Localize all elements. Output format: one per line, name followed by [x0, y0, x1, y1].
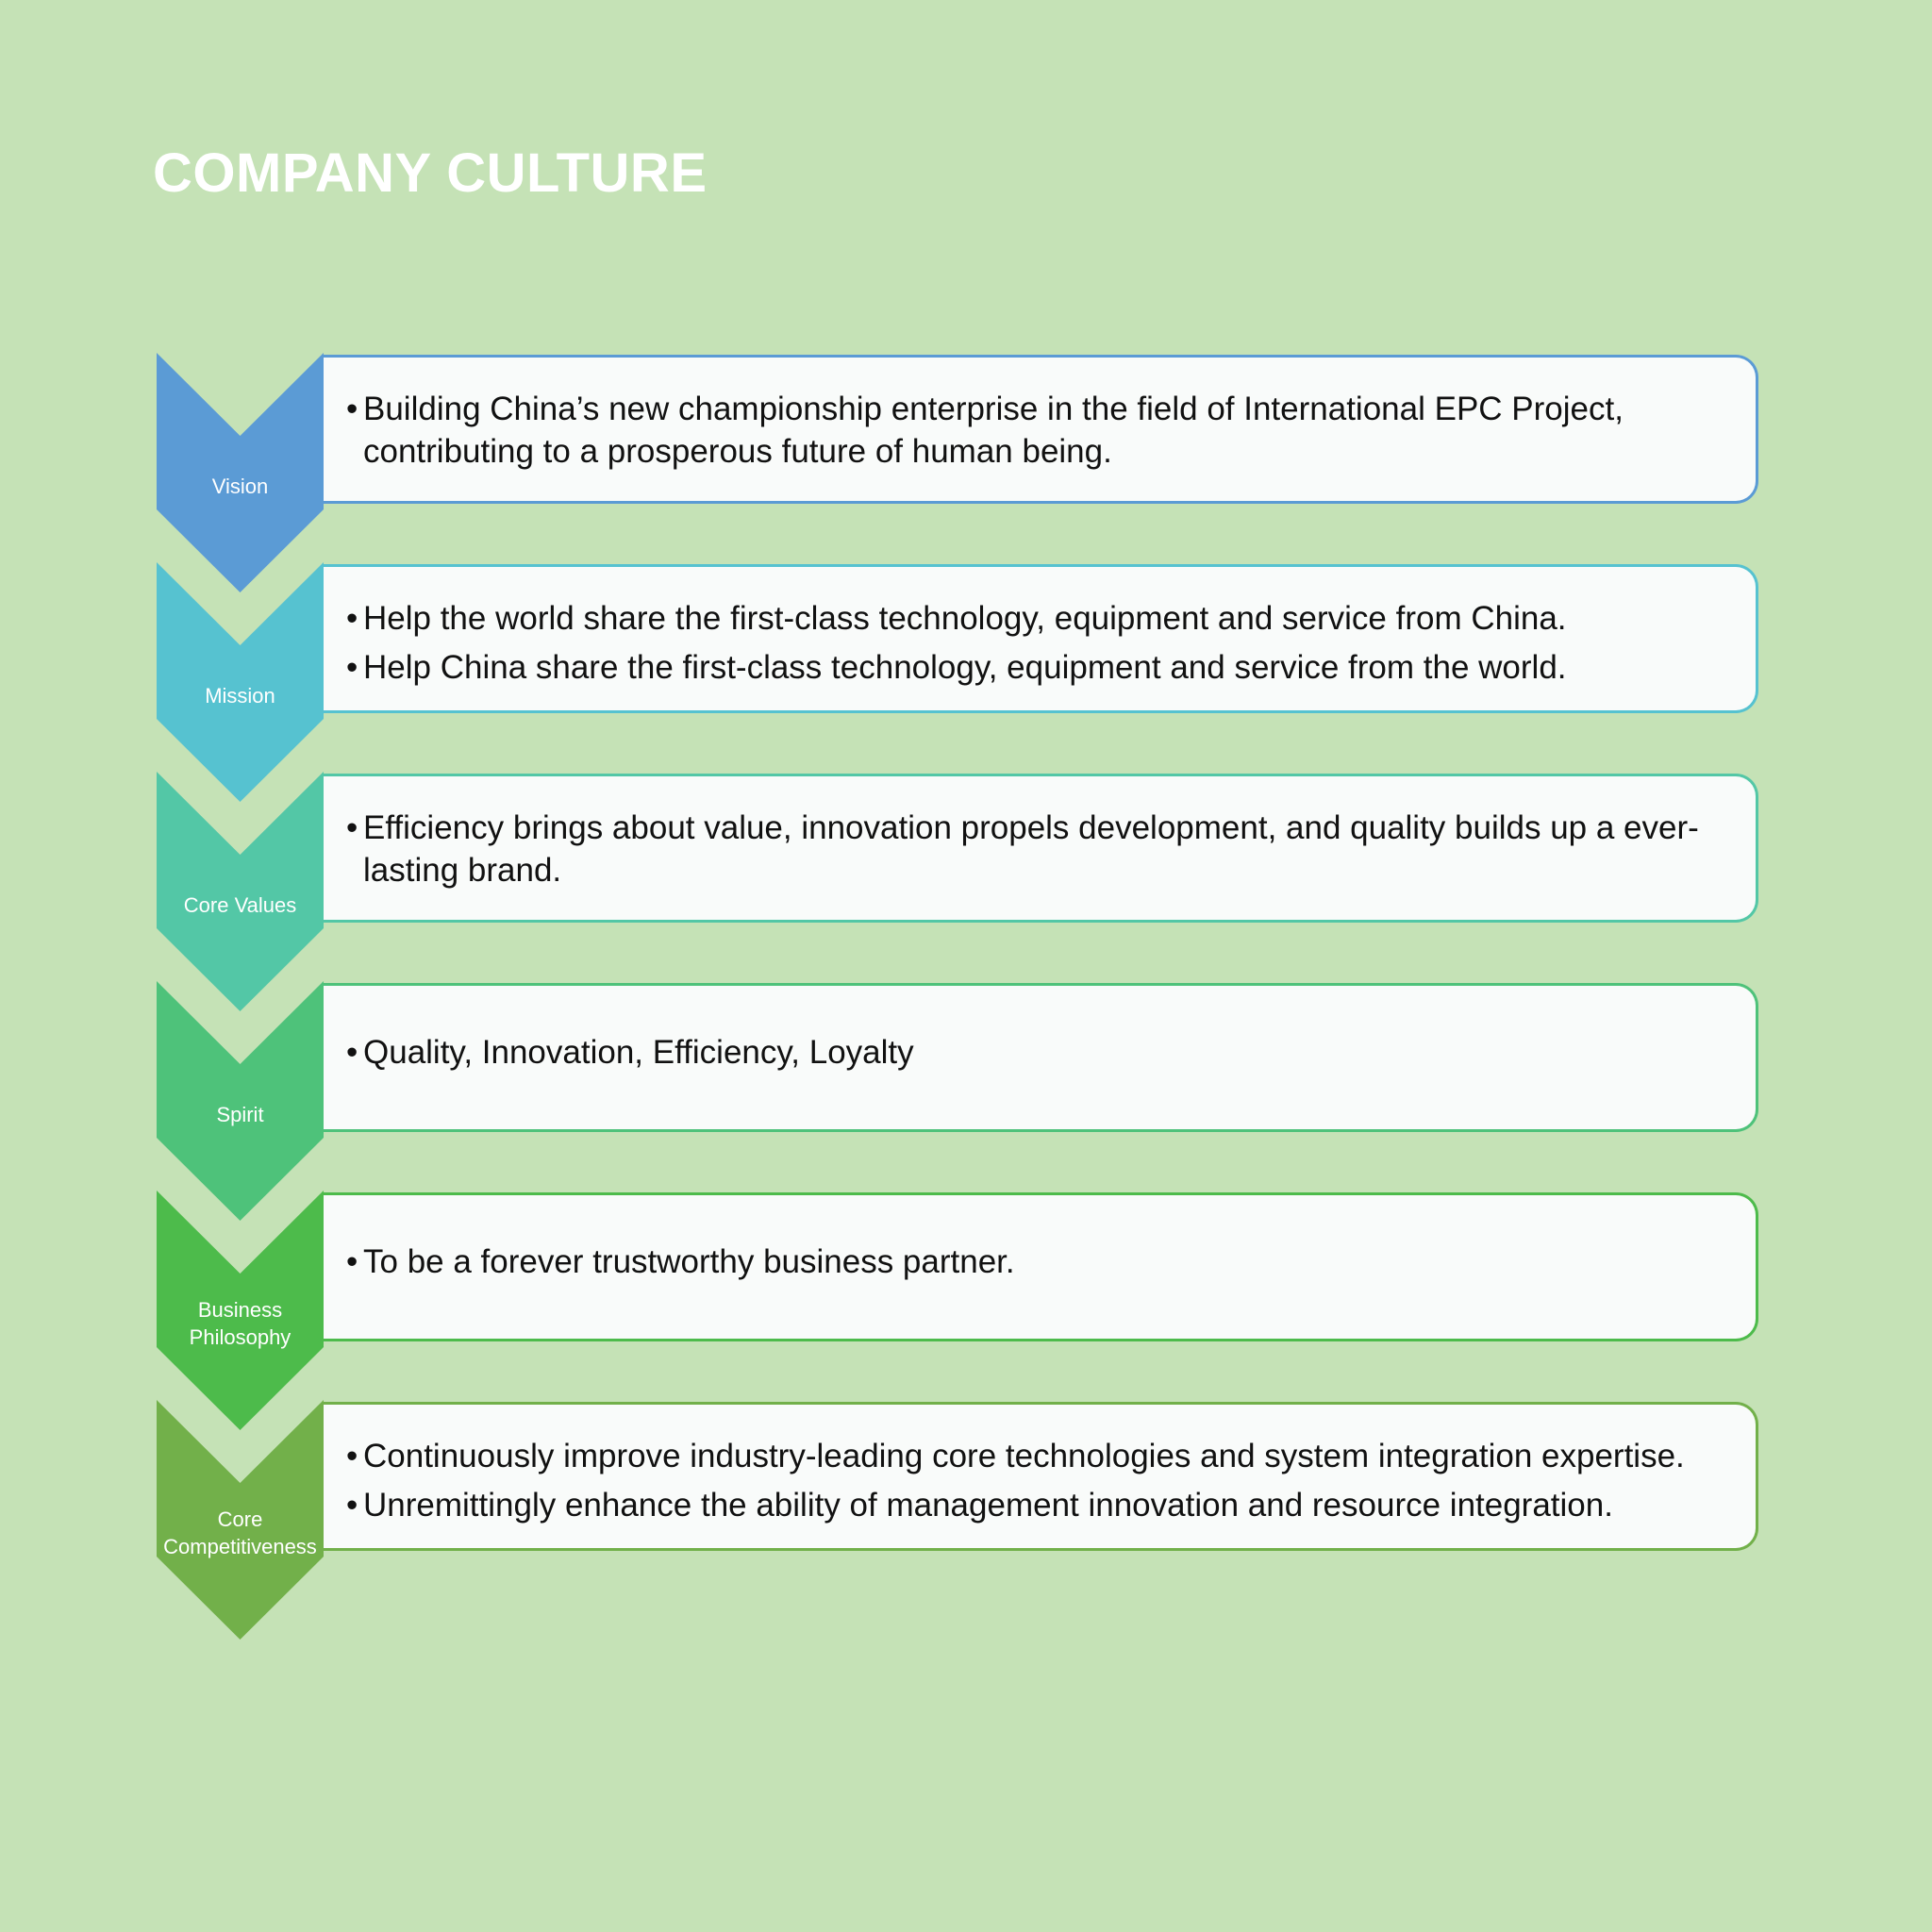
bullet-dot-icon: • — [346, 1438, 358, 1474]
culture-stage — [0, 562, 1932, 802]
bullet-text: Help China share the first-class technology, equipment and service from the world. — [363, 649, 1567, 686]
stage-label: Vision — [211, 474, 269, 498]
culture-stage — [0, 981, 1932, 1221]
bullet-text: Continuously improve industry-leading core technologies and system integration expertise. — [363, 1438, 1685, 1474]
stage-label: Spirit — [216, 1102, 264, 1126]
stage-description-card — [324, 1402, 1758, 1551]
bullet-text: To be a forever trustworthy business partner. — [363, 1243, 1015, 1280]
bullet-item — [346, 1484, 1746, 1526]
bullet-dot-icon: • — [346, 391, 358, 427]
stage-description-card — [324, 983, 1758, 1132]
bullet-item — [346, 646, 1746, 689]
bullet-text: Help the world share the first-class technology, equipment and service from China. — [363, 600, 1567, 637]
page-title: COMPANY CULTURE — [153, 142, 708, 204]
stage-description-card — [324, 564, 1758, 713]
bullet-dot-icon: • — [346, 1034, 358, 1071]
stage-label: Core Competitiveness — [163, 1507, 317, 1558]
bullet-item — [346, 1241, 1746, 1283]
stage-description-card — [324, 355, 1758, 504]
bullet-text: Building China’s new championship enterprise in the field of International EPC Project, contributing to a prosperous future of human being. — [363, 391, 1624, 470]
stage-description-card — [324, 774, 1758, 923]
bullet-dot-icon: • — [346, 600, 358, 637]
bullet-text: Unremittingly enhance the ability of management innovation and resource integration. — [363, 1487, 1613, 1524]
bullet-item — [346, 597, 1746, 640]
bullet-dot-icon: • — [346, 1243, 358, 1280]
culture-stage — [0, 772, 1932, 1011]
bullet-item — [346, 1435, 1746, 1477]
bullet-item — [346, 1031, 1746, 1074]
bullet-item — [346, 388, 1746, 473]
bullet-item — [346, 807, 1746, 891]
bullet-text: Quality, Innovation, Efficiency, Loyalty — [363, 1034, 914, 1071]
stage-label: Mission — [205, 683, 275, 708]
culture-stage — [0, 1400, 1932, 1640]
bullet-dot-icon: • — [346, 649, 358, 686]
stage-label: Core Values — [183, 892, 297, 917]
bullet-dot-icon: • — [346, 809, 358, 846]
stage-label: Business Philosophy — [189, 1298, 291, 1349]
bullet-dot-icon: • — [346, 1487, 358, 1524]
culture-stage — [0, 1191, 1932, 1430]
stage-description-card — [324, 1192, 1758, 1341]
culture-stage — [0, 353, 1932, 592]
bullet-text: Efficiency brings about value, innovation propels development, and quality builds up a ever-lasting brand. — [363, 809, 1699, 889]
